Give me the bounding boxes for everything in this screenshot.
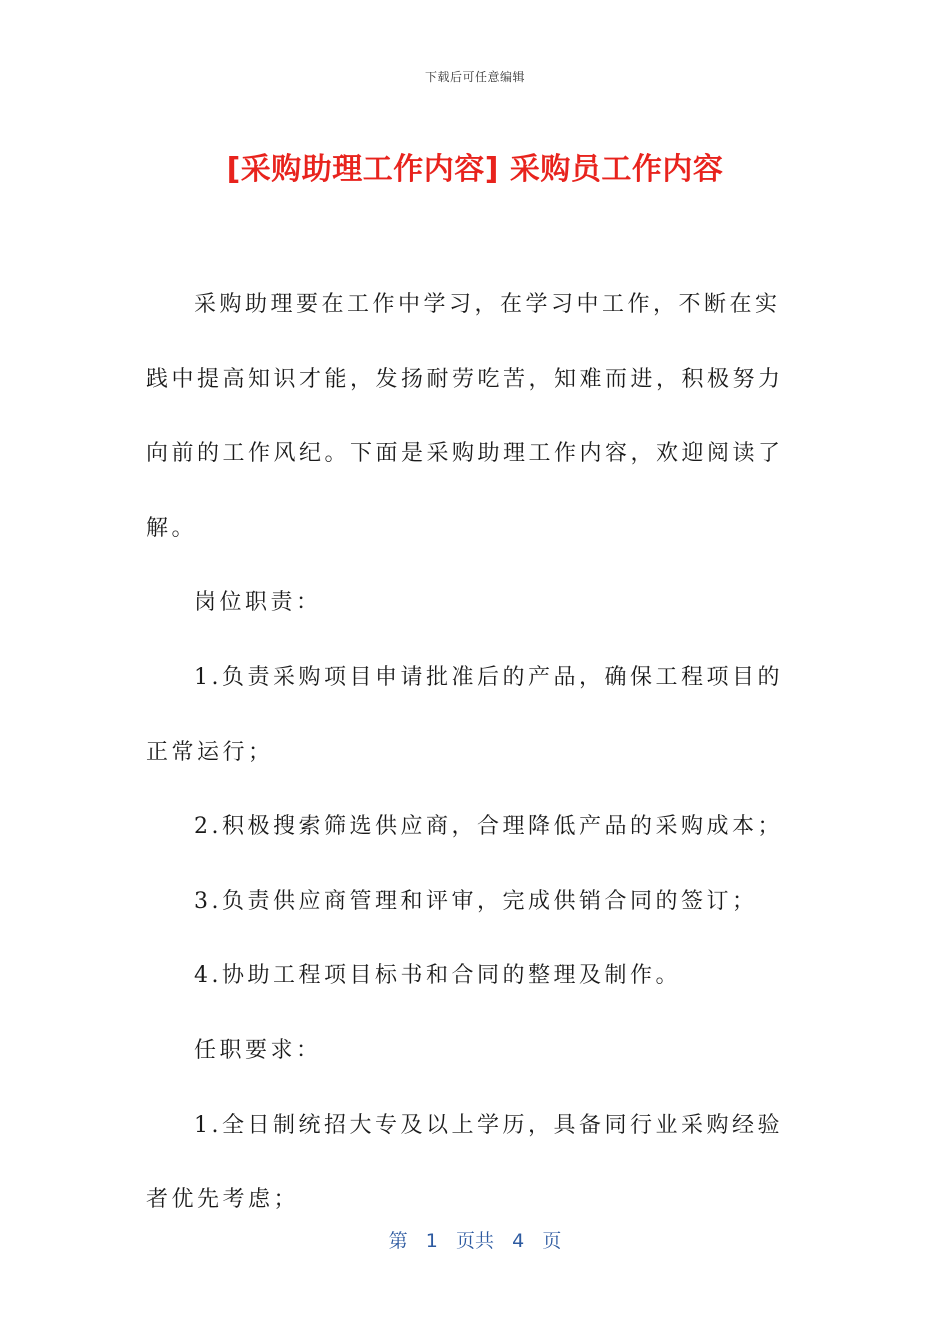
footer-total-pages: 4 — [512, 1230, 525, 1252]
paragraph-intro: 采购助理要在工作中学习，在学习中工作，不断在实践中提高知识才能，发扬耐劳吃苦，知难而进，积极努力向前的工作风纪。下面是采购助理工作内容，欢迎阅读了解。 — [146, 292, 784, 541]
footer-label-of: 页共 — [455, 1230, 494, 1252]
paragraph-requirement-1: 1.全日制统招大专及以上学历，具备同行业采购经验者优先考虑； — [146, 1112, 783, 1213]
document-body — [146, 268, 792, 1238]
footer-current-page: 1 — [425, 1230, 438, 1252]
document-title: [采购助理工作内容] 采购员工作内容 — [226, 152, 724, 187]
footer-label-page: 第 — [388, 1230, 408, 1252]
paragraph-duty-1: 1.负责采购项目申请批准后的产品，确保工程项目的正常运行； — [146, 664, 783, 765]
paragraph-duty-2: 2.积极搜索筛选供应商，合理降低产品的采购成本； — [194, 814, 783, 840]
paragraph-section-heading-requirements: 任职要求： — [194, 1037, 322, 1063]
page-footer — [0, 1226, 950, 1253]
paragraph-duty-3: 3.负责供应商管理和评审，完成供销合同的签订； — [194, 888, 758, 914]
paragraph-duty-4: 4.协助工程项目标书和合同的整理及制作。 — [194, 963, 681, 989]
footer-label-pages: 页 — [542, 1230, 562, 1252]
paragraph-section-heading-duties: 岗位职责： — [194, 590, 322, 616]
header-note: 下载后可任意编辑 — [424, 70, 525, 84]
